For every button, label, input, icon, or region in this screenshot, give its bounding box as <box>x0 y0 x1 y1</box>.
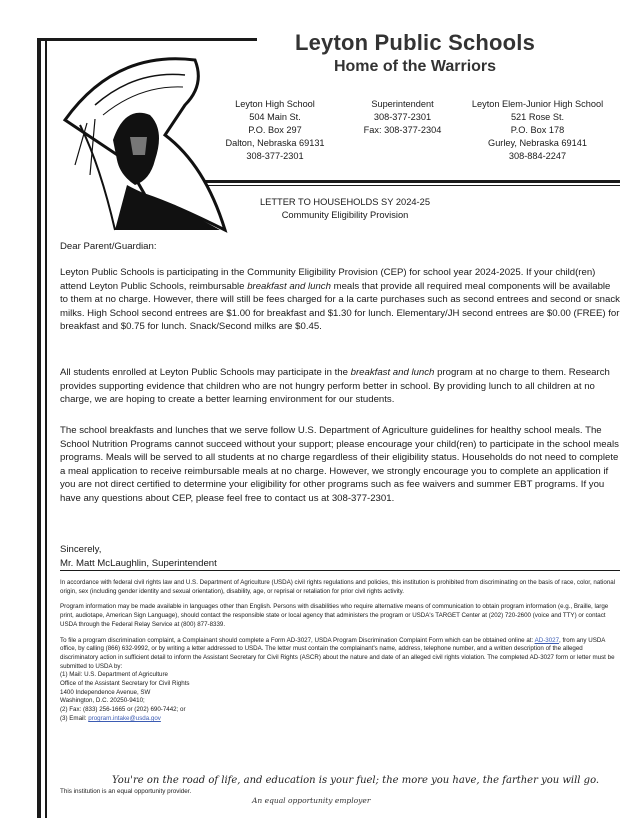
left-border-rule <box>37 38 41 818</box>
disclaimer-p3-b: , from any USDA office, by calling (866) 632-9992, or by writing a letter addressed to USDA. The letter must contain the complainant's name, address, telephone number, and a written description of the alleged discriminatory action in sufficient detail to inform the Assistant Secretary for Civil Rights (ASCR) about the nature and date of an alleged civil rights violation. The completed AD-3027 form or letter must be submitted to USDA by: <box>60 636 615 670</box>
p2-emphasis: breakfast and lunch <box>350 367 435 378</box>
paragraph-2 <box>60 366 620 407</box>
email-line <box>60 715 622 724</box>
nondiscrimination-statement <box>60 579 622 724</box>
high-school-box: P.O. Box 297 <box>248 125 302 135</box>
letter-subheading: Community Eligibility Provision <box>281 210 409 220</box>
signature: Mr. Matt McLaughlin, Superintendent <box>60 558 217 569</box>
p3-text: The school breakfasts and lunches that we serve follow U.S. Department of Agriculture guidelines for healthy school meals. The School Nutrition Programs cannot succeed without your support; please encourage your child(ren) to participate in the school meals programs. Meals will be served to all students at no charge regardless of their eligibility status. Households do not need to complete a meal application to receive reimbursable meals at no charge. However, we strongly encourage you to complete an application if you are not direct certified to determine your eligibility for other programs such as fee waivers and summer EBT programs. If you have any questions about CEP, please feel free to contact us at 308-377-2301. <box>60 425 619 504</box>
email-link[interactable]: program.intake@usda.gov <box>88 714 161 722</box>
school-subtitle: Home of the Warriors <box>333 58 497 75</box>
disclaimer-p1: In accordance with federal civil rights law and U.S. Department of Agriculture (USDA) civil rights regulations and policies, this institution is prohibited from discriminating on the basis of race, color, national origin, sex (including gender identity and sexual orientation), disability, age, or reprisal or retaliation for prior civil rights activity. <box>60 579 616 595</box>
email-label: (3) Email: <box>60 714 89 722</box>
elem-school-city: Gurley, Nebraska 69141 <box>488 138 587 148</box>
fax-line: (2) Fax: (833) 256-1665 or (202) 690-7442; or <box>60 706 186 714</box>
p1-text-b: meals that provide all required meal components will be available to them at no charge. However, there will still be fees charged for a la carte purchases such as second entrees and second or snack milks. High School second entrees are $1.00 for breakfast and $1.30 for lunch. Elementary/JH second entrees are $0.00 (FREE) for breakfast and $0.75 for lunch. Snack/Second milks are $0.45. <box>60 280 620 333</box>
superintendent-fax: Fax: 308-377-2304 <box>363 125 442 135</box>
p2-text-a: All students enrolled at Leyton Public Schools may participate in the <box>60 367 351 378</box>
greeting: Dear Parent/Guardian: <box>60 241 157 252</box>
p1-text-a: Leyton Public Schools is participating in the Community Eligibility Provision (CEP) for school year 2024-2025. If your child(ren) attend Leyton Public Schools, reimbursable <box>60 267 596 292</box>
superintendent-phone: 308-377-2301 <box>373 112 432 122</box>
equal-opportunity-employer: An equal opportunity employer <box>252 796 371 805</box>
paragraph-3 <box>60 424 620 506</box>
elem-school-box: P.O. Box 178 <box>510 125 565 135</box>
equal-opportunity-statement: This institution is an equal opportunity provider. <box>60 788 192 795</box>
p2-text-b: program at no charge to them. Research provides supporting evidence that children who are not hungry perform better in school. By providing lunch to all children at no charge, we are hoping to create a better learning environment for our students. <box>60 367 610 406</box>
ad3027-link[interactable]: AD-3027 <box>534 636 560 644</box>
letter-heading: LETTER TO HOUSEHOLDS SY 2024-25 <box>260 197 430 207</box>
closing: Sincerely, <box>60 544 102 555</box>
disclaimer-p3-a: To file a program discrimination complaint, a Complainant should complete a Form AD-3027, USDA Program Discrimination Complaint Form which can be obtained online at: <box>60 636 535 644</box>
mail-line-2: Office of the Assistant Secretary for Civil Rights <box>60 680 190 688</box>
mail-line-4: Washington, D.C. 20250-9410; <box>60 697 145 705</box>
left-inner-rule <box>45 38 47 818</box>
high-school-name: Leyton High School <box>235 99 315 109</box>
top-rule <box>37 38 257 41</box>
signature-rule <box>60 570 620 571</box>
elem-school-name: Leyton Elem-Junior High School <box>471 99 604 109</box>
elem-school-address <box>460 98 615 163</box>
disclaimer-p3 <box>60 637 622 672</box>
mail-line-3: 1400 Independence Avenue, SW <box>60 688 151 696</box>
superintendent-title: Superintendent <box>371 99 434 109</box>
mail-line-1: (1) Mail: U.S. Department of Agriculture <box>60 671 168 679</box>
elem-school-phone: 308-884-2247 <box>508 151 567 161</box>
letter-heading-block <box>180 196 510 222</box>
superintendent-contact <box>345 98 460 137</box>
high-school-street: 504 Main St. <box>249 112 301 122</box>
paragraph-1 <box>60 266 620 334</box>
high-school-phone: 308-377-2301 <box>246 151 304 161</box>
high-school-city: Dalton, Nebraska 69131 <box>225 138 325 148</box>
motto: You're on the road of life, and education is your fuel; the more you have, the farther you will go. <box>112 775 600 786</box>
disclaimer-p2: Program information may be made available in languages other than English. Persons with disabilities who require alternative means of communication to obtain program information (e.g., Braille, large print, audiotape, American Sign Language), should contact the responsible state or local agency that administers the program or USDA's TARGET Center at (202) 720-2600 (voice and TTY) or contact USDA through the Federal Relay Service at (800) 877-8339. <box>60 603 609 628</box>
school-title: Leyton Public Schools <box>294 30 536 55</box>
elem-school-street: 521 Rose St. <box>510 112 565 122</box>
p1-emphasis: breakfast and lunch <box>247 280 331 292</box>
high-school-address <box>210 98 340 163</box>
